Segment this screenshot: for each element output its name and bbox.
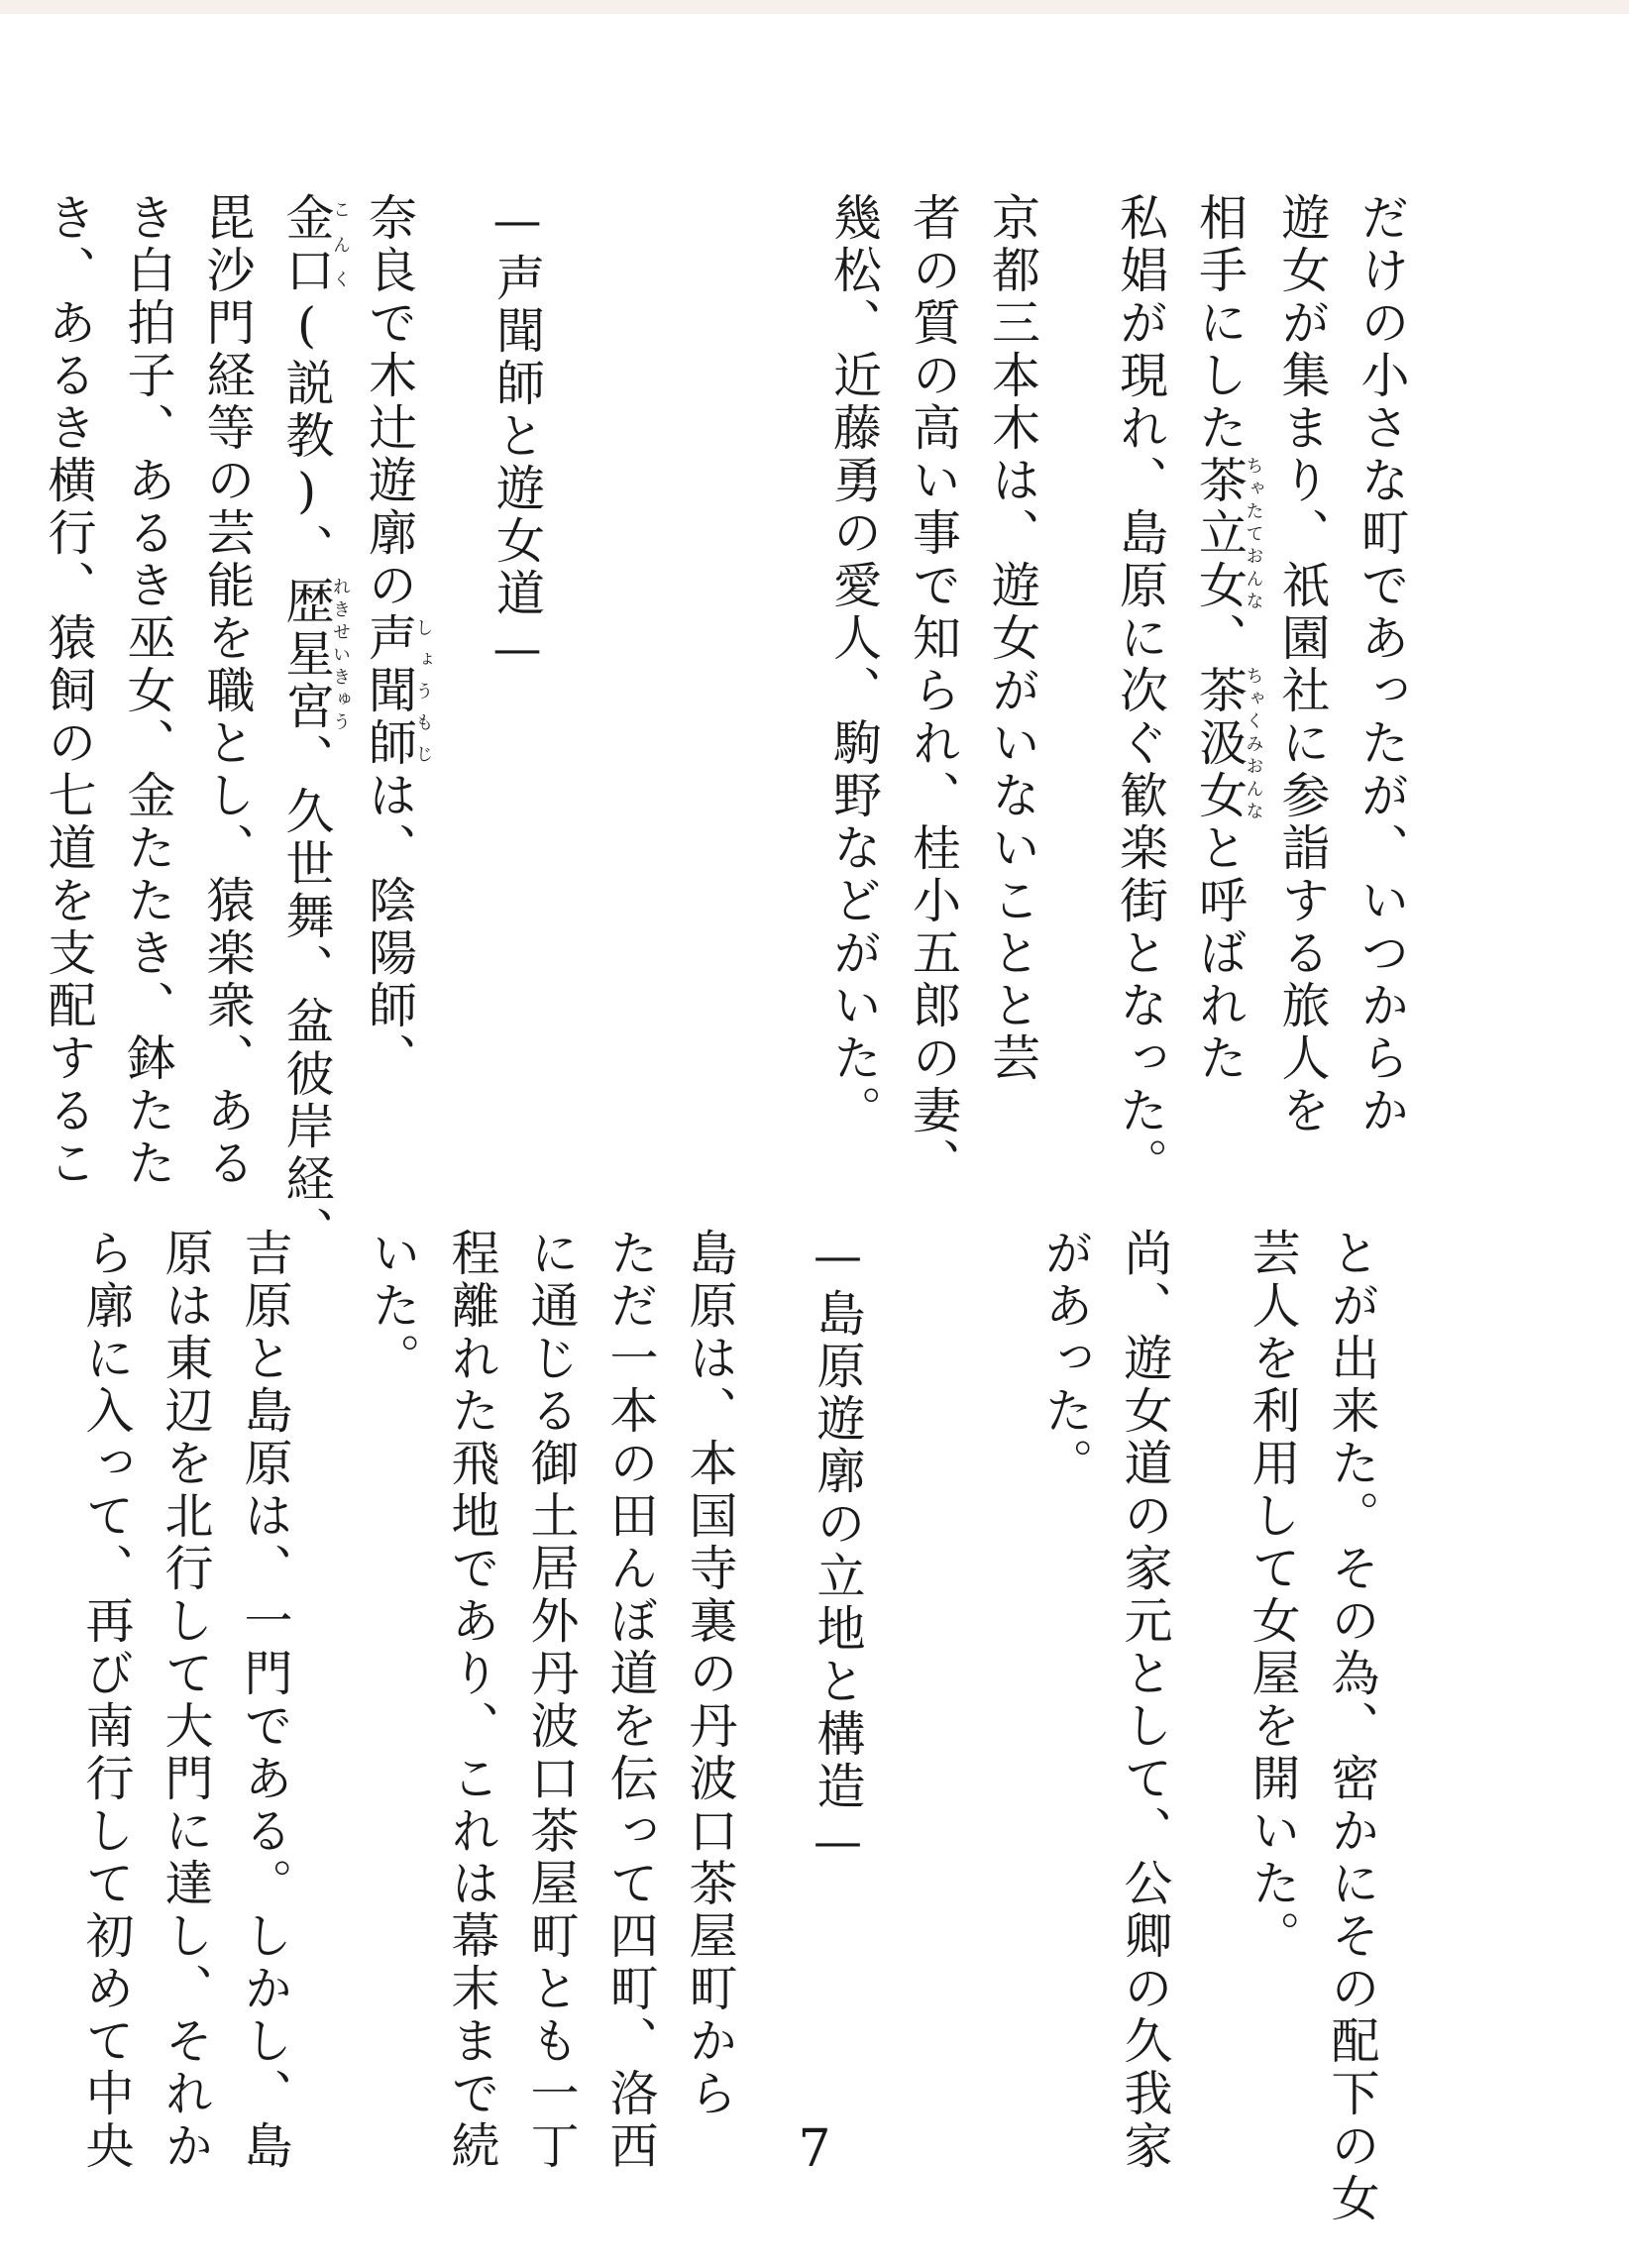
- book-page: [0, 14, 1629, 2268]
- text-line: ら廓に入って、再び南行して初めて中央: [78, 1228, 135, 2173]
- ruby-reading: こんく: [330, 192, 351, 297]
- text-line: 遊女が集まり、祇園社に参詣する旅人を: [1274, 192, 1331, 1137]
- top-strip: [0, 0, 1629, 14]
- ruby-chatateonna: [1191, 455, 1264, 612]
- section-heading: —島原遊廓の立地と構造—: [810, 1228, 866, 1874]
- text-fragment: 、: [1191, 612, 1249, 665]
- ruby-shoumoji: [361, 612, 434, 770]
- text-line: だけの小さな町であったが、いつからか: [1354, 192, 1410, 1137]
- page-number: 7: [798, 2119, 831, 2179]
- text-fragment: 相手にした: [1191, 192, 1249, 455]
- paragraph-start-line: 吉原と島原は、一門である。しかし、島: [237, 1228, 293, 2173]
- ruby-base: 声聞師: [361, 612, 418, 770]
- text-line: き、あるき横行、猿飼の七道を支配するこ: [41, 192, 97, 1190]
- paragraph-start-line: 京都三本木は、遊女がいないことと芸: [984, 192, 1041, 1085]
- text-line: 者の質の高い事で知られ、桂小五郎の妻、: [905, 192, 962, 1190]
- text-line: 芸人を利用して女屋を開いた。: [1245, 1228, 1301, 1963]
- text-line: き白拍子、あるき巫女、金たたき、鉢たた: [120, 192, 176, 1190]
- ruby-base: 歴星宮: [278, 576, 335, 733]
- text-line-with-ruby: [267, 192, 351, 1258]
- section-heading: —声聞師と遊女道—: [489, 192, 546, 681]
- paragraph-start-line: 尚、遊女道の家元として、公卿の久我家: [1117, 1228, 1173, 2173]
- text-line: とが出来た。その為、密かにその配下の女: [1324, 1228, 1380, 2225]
- text-line: 毘沙門経等の芸能を職とし、猿楽衆、ある: [199, 192, 256, 1190]
- ruby-reading: しょうもじ: [412, 612, 434, 770]
- ruby-chakumionna: [1191, 665, 1264, 822]
- text-line-with-ruby: [1180, 192, 1263, 1114]
- ruby-reading: ちゃたておんな: [1243, 455, 1264, 612]
- text-line: に通じる御土居外丹波口茶屋町とも一丁: [523, 1228, 580, 2173]
- text-line: ただ一本の田んぼ道を伝って四町、洛西: [602, 1228, 659, 2173]
- text-line-with-ruby: [350, 192, 478, 1114]
- text-line: いた。: [365, 1228, 421, 1385]
- text-line: があった。: [1037, 1228, 1094, 1490]
- text-fragment: 奈良で木辻遊廓の: [361, 192, 418, 612]
- text-fragment: と呼ばれた: [1191, 822, 1249, 1085]
- ruby-base: 金口: [278, 192, 335, 297]
- ruby-konku: [278, 192, 351, 297]
- ruby-base: 茶立女: [1191, 455, 1249, 612]
- ruby-reading: れきせいきゅう: [330, 576, 351, 733]
- text-line: 原は東辺を北行して大門に達し、それか: [158, 1228, 214, 2173]
- text-fragment: (説教)、: [278, 297, 335, 576]
- paragraph-start-line: 島原は、本国寺裏の丹波口茶屋町から: [682, 1228, 738, 2120]
- lower-text-block: [66, 1228, 1391, 2225]
- upper-text-block: [29, 192, 1421, 1258]
- text-line: 幾松、近藤勇の愛人、駒野などがいた。: [825, 192, 883, 1137]
- text-line: 私娼が現れ、島原に次ぐ歓楽街となった。: [1112, 192, 1169, 1190]
- ruby-base: 茶汲女: [1191, 665, 1249, 822]
- text-fragment: は、陰陽師、: [361, 770, 418, 1085]
- text-line: 程離れた飛地であり、これは幕末まで続: [444, 1228, 500, 2173]
- ruby-rekiseikyuu: [278, 576, 351, 733]
- text-fragment: 、久世舞、盆彼岸経、: [278, 733, 335, 1258]
- ruby-reading: ちゃくみおんな: [1243, 665, 1264, 822]
